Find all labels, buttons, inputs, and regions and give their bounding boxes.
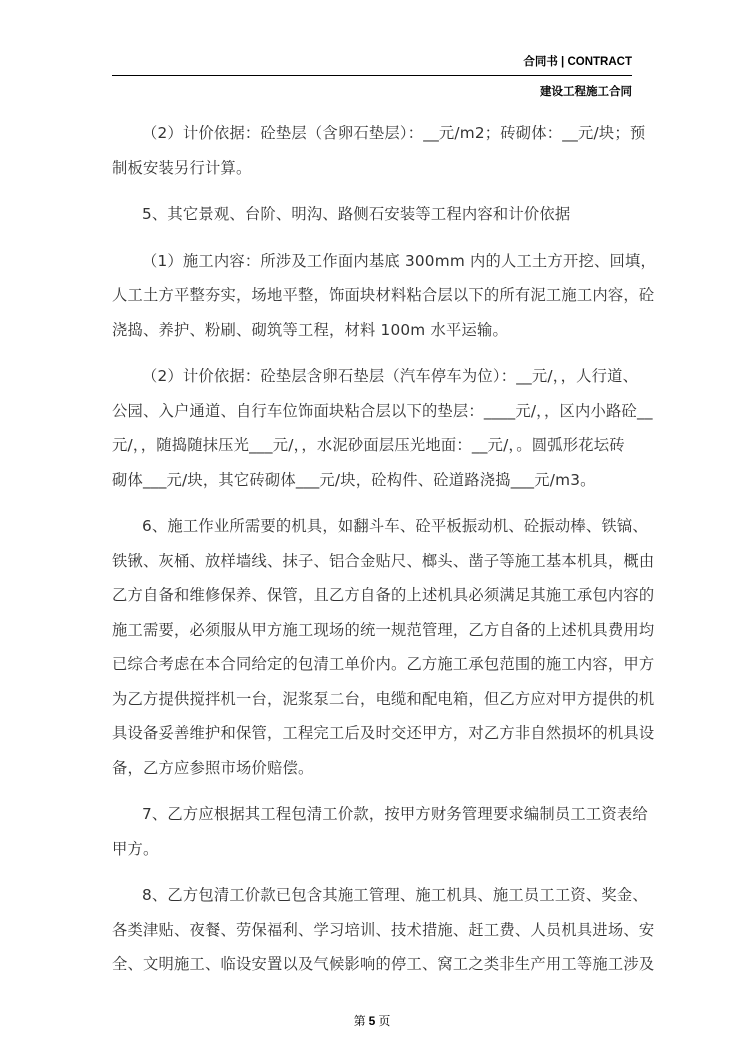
body-line: 公园、入户通道、自行车位饰面块粘合层以下的垫层：____元/，，区内小路砼__: [112, 401, 653, 420]
page-footer: [0, 1012, 744, 1029]
document-body: [112, 116, 656, 982]
body-line: 7、乙方应根据其工程包清工价款，按甲方财务管理要求编制员工工资表给: [142, 805, 648, 823]
body-line: 人工土方平整夯实，场地平整，饰面块材料粘合层以下的所有泥工施工内容，砼: [112, 286, 655, 304]
section-heading: 5、其它景观、台阶、明沟、路侧石安装等工程内容和计价依据: [142, 205, 571, 223]
body-line: 为乙方提供搅拌机一台，泥浆泵二台，电缆和配电箱，但乙方应对甲方提供的机: [112, 689, 655, 708]
page-number: 5: [368, 1014, 376, 1028]
footer-prefix: 第: [353, 1014, 366, 1028]
body-line: 备，乙方应参照市场价赔偿。: [112, 758, 314, 777]
body-line: 已综合考虑在本合同给定的包清工单价内。乙方施工承包范围的施工内容，甲方: [112, 655, 655, 673]
body-line: 制板安装另行计算。: [112, 158, 252, 177]
body-line: （2）计价依据：砼垫层（含卵石垫层）：__元/m2；砖砌体：__元/块；预: [142, 124, 646, 142]
body-line: 铁锹、灰桶、放样墙线、抹子、铝合金贴尺、榔头、凿子等施工基本机具，概由: [112, 551, 655, 570]
body-line: （1）施工内容：所涉及工作面内基底 300mm 内的人工土方开挖、回填，: [142, 251, 656, 270]
body-line: 6、施工作业所需要的机具，如翻斗车、砼平板振动机、砼振动棒、铁镐、: [142, 517, 648, 535]
header-subtitle: 建设工程施工合同: [540, 86, 632, 98]
header-divider: [112, 75, 632, 76]
body-line: 甲方。: [112, 839, 159, 858]
body-line: 浇捣、养护、粉刷、砌筑等工程，材料 100m 水平运输。: [112, 320, 508, 339]
body-line: 各类津贴、夜餐、劳保福利、学习培训、技术措施、赶工费、人员机具进场、安: [112, 920, 655, 939]
body-line: （2）计价依据：砼垫层含卵石垫层（汽车停车为位）：__元/，，人行道、: [142, 367, 639, 385]
body-line: 全、文明施工、临设安置以及气候影响的停工、窝工之类非生产用工等施工涉及: [112, 955, 655, 973]
body-line: 砌体___元/块，其它砖砌体___元/块，砼构件、砼道路浇捣___元/m3。: [112, 470, 596, 489]
body-line: 具设备妥善维护和保管，工程完工后及时交还甲方，对乙方非自然损坏的机具设: [112, 724, 655, 742]
footer-suffix: 页: [378, 1014, 391, 1028]
body-line: 乙方自备和维修保养、保管，且乙方自备的上述机具必须满足其施工承包内容的: [112, 586, 655, 604]
body-line: 元/，，随捣随抹压光___元/，，水泥砂面层压光地面：__元/，。圆弧形花坛砖: [112, 436, 625, 454]
header-title: 合同书 | CONTRACT: [523, 56, 632, 68]
body-line: 8、乙方包清工价款已包含其施工管理、施工机具、施工员工工资、奖金、: [142, 886, 648, 904]
body-line: 施工需要，必须服从甲方施工现场的统一规范管理，乙方自备的上述机具费用均: [112, 620, 655, 639]
